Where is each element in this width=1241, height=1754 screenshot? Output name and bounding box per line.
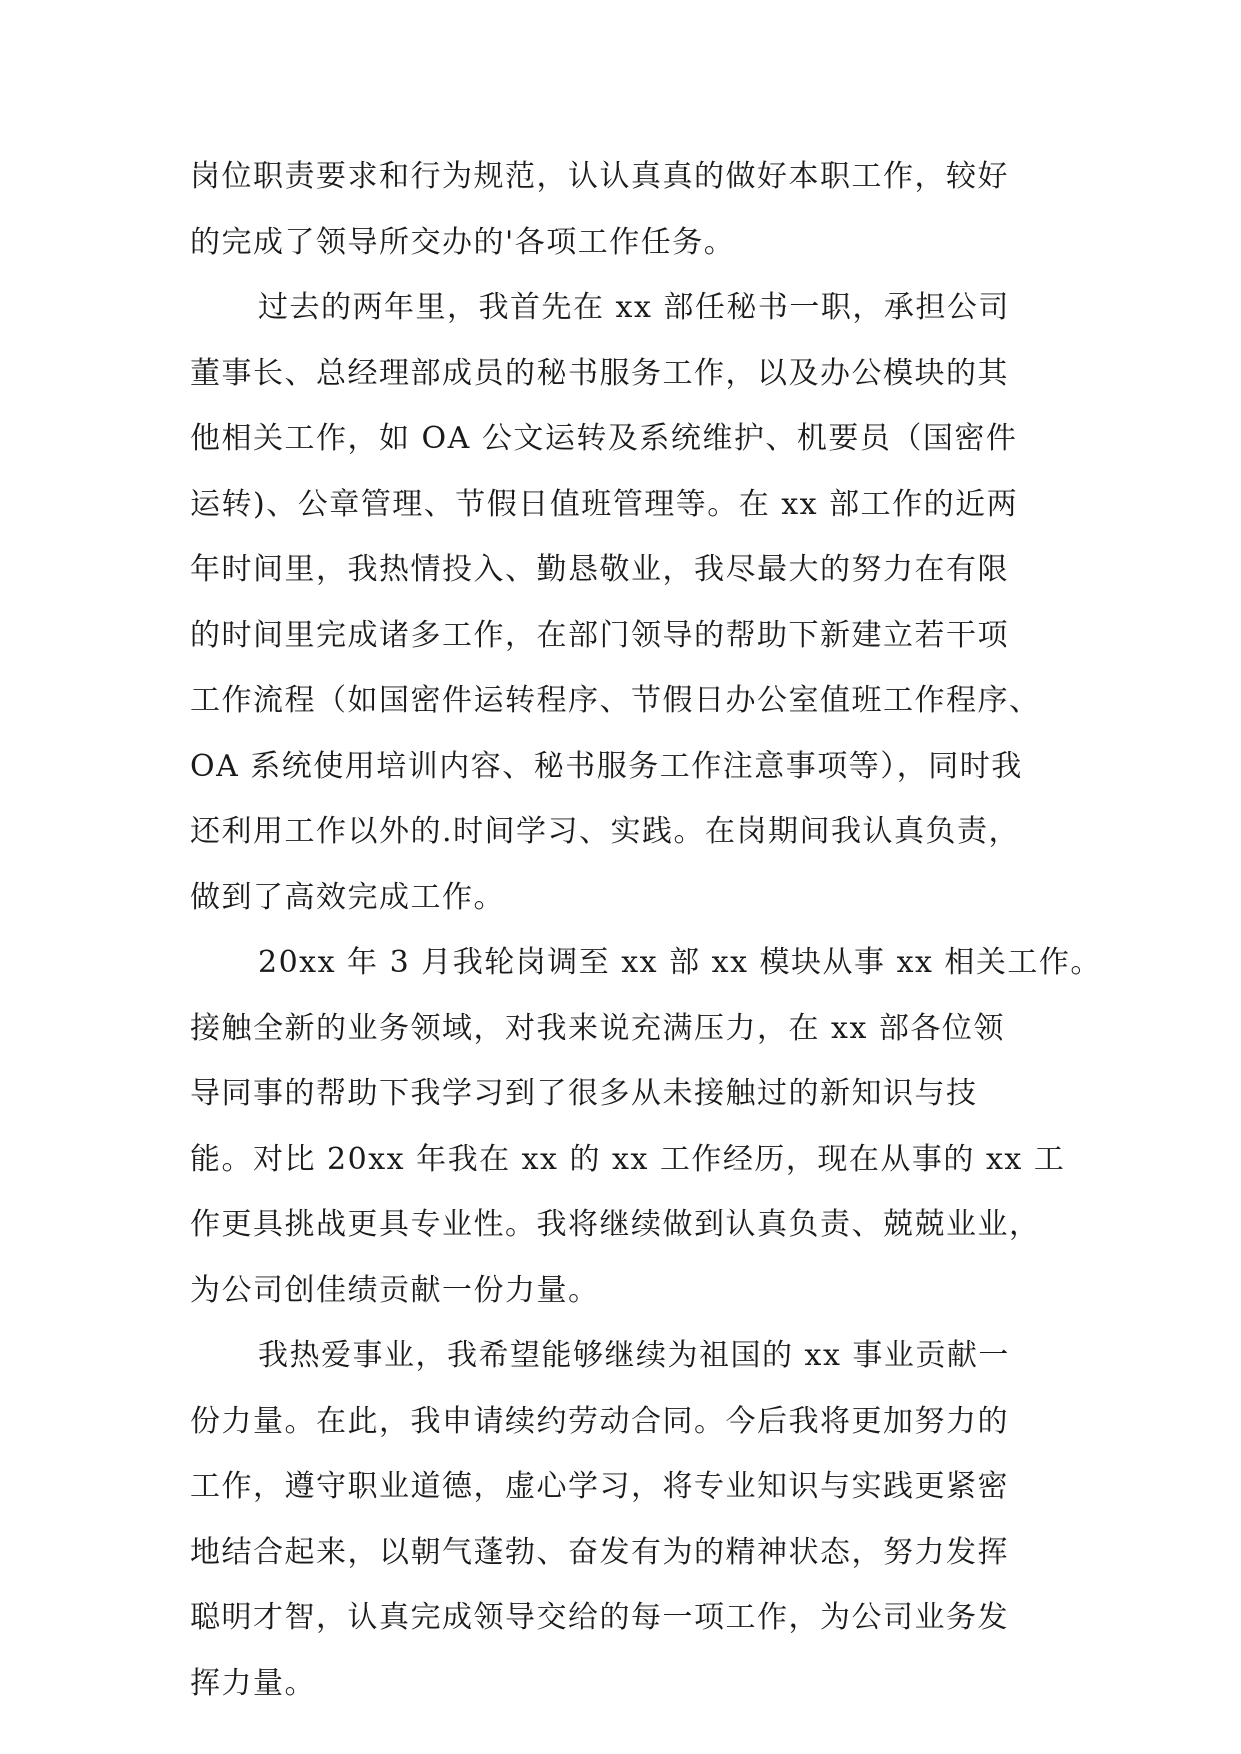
paragraph-first-line: 20xx 年 3 月我轮岗调至 xx 部 xx 模块从事 xx 相关工作。 [258,945,1102,980]
text-line: 作更具挑战更具专业性。我将继续做到认真负责、兢兢业业， [190,1207,1041,1242]
paragraph-first-line: 过去的两年里，我首先在 xx 部任秘书一职，承担公司 [258,290,1010,325]
text-line: 的时间里完成诸多工作，在部门领导的帮助下新建立若干项 [190,617,1009,653]
text-line: 地结合起来，以朝气蓬勃、奋发有为的精神状态，努力发挥 [190,1534,1009,1570]
text-line: 为公司创佳绩贡献一份力量。 [190,1272,600,1308]
text-line: OA 系统使用培训内容、秘书服务工作注意事项等），同时我 [190,748,1023,784]
text-line: 导同事的帮助下我学习到了很多从未接触过的新知识与技 [190,1076,978,1111]
text-line: 年时间里，我热情投入、勤恳敬业，我尽最大的努力在有限 [190,552,1009,587]
text-line: 能。对比 20xx 年我在 xx 的 xx 工作经历，现在从事的 xx 工 [190,1141,1066,1177]
text-line: 接触全新的业务领域，对我来说充满压力，在 xx 部各位领 [190,1010,1005,1046]
paragraph-first-line: 我热爱事业，我希望能够继续为祖国的 xx 事业贡献一 [258,1338,1010,1373]
text-line: 做到了高效完成工作。 [190,879,505,915]
text-line: 的完成了领导所交办的'各项工作任务。 [190,224,736,260]
text-line: 岗位职责要求和行为规范，认认真真的做好本职工作，较好 [190,159,1009,194]
text-line: 挥力量。 [190,1665,316,1701]
text-line: 运转)、公章管理、节假日值班管理等。在 xx 部工作的近两 [190,486,1019,522]
document-body [190,144,1102,1716]
text-line: 工作，遵守职业道德，虚心学习，将专业知识与实践更紧密 [190,1469,1009,1504]
text-line: 份力量。在此，我申请续约劳动合同。今后我将更加努力的 [190,1403,1009,1439]
text-line: 聪明才智，认真完成领导交给的每一项工作，为公司业务发 [190,1600,1009,1635]
text-line: 他相关工作，如 OA 公文运转及系统维护、机要员（国密件 [190,421,1018,456]
text-line: 董事长、总经理部成员的秘书服务工作，以及办公模块的其 [190,355,1009,391]
text-line: 工作流程（如国密件运转程序、节假日办公室值班工作程序、 [190,683,1041,718]
text-line: 还利用工作以外的.时间学习、实践。在岗期间我认真负责， [190,814,1021,849]
